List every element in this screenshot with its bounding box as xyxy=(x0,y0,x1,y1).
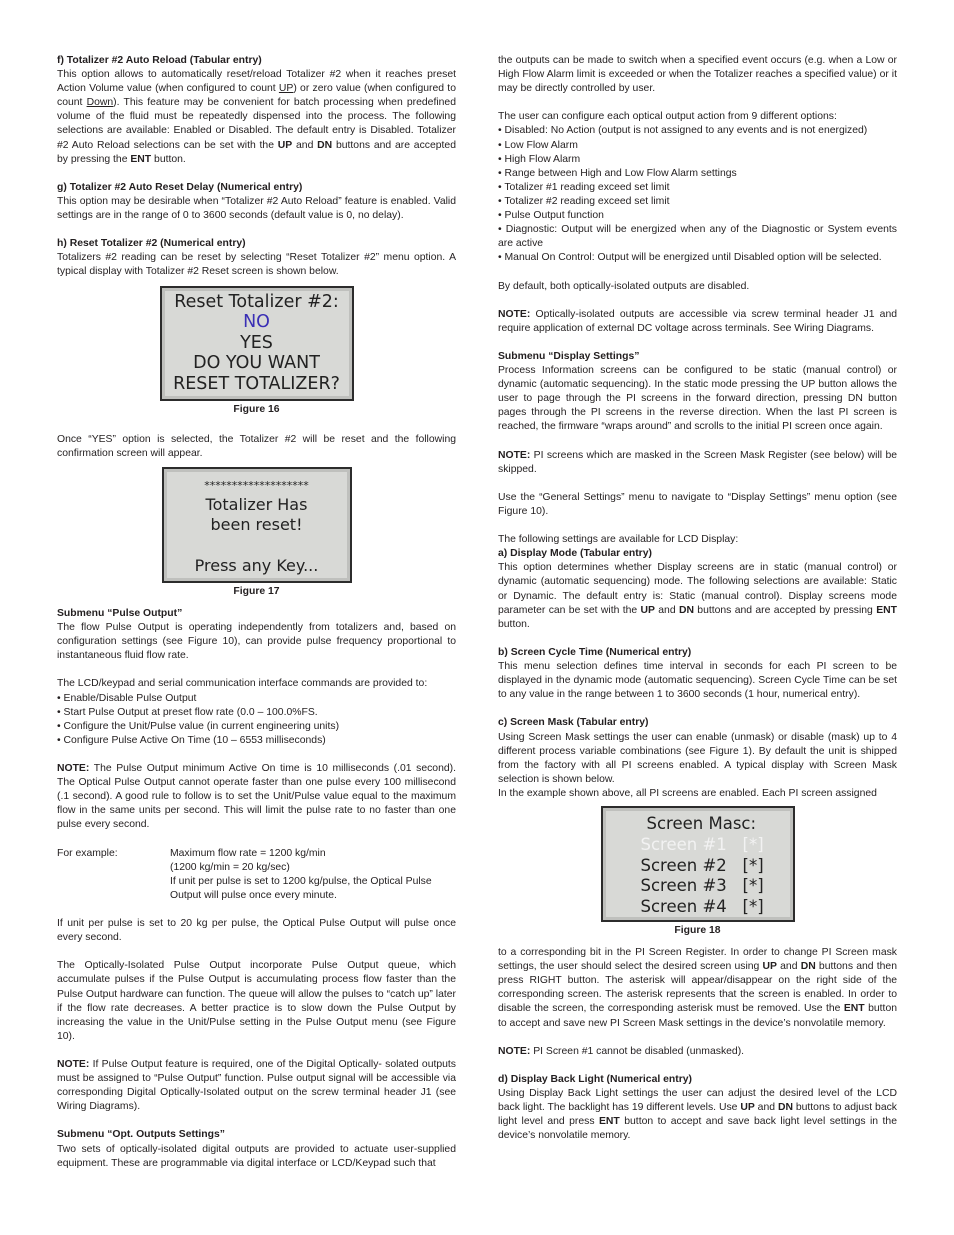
section-heading-f: f) Totalizer #2 Auto Reload (Tabular entry) xyxy=(57,55,262,66)
list-item: • Start Pulse Output at preset flow rate (0.0 – 100.0%FS. xyxy=(57,706,456,720)
note-screen1: NOTE: PI Screen #1 cannot be disabled (unmasked). xyxy=(498,1045,745,1057)
paragraph-g: This option may be desirable when “Totalizer #2 Auto Reload” feature is enabled. Valid settings are in the range of 0 to 3600 seconds (default value is 0, no delay). xyxy=(57,195,456,222)
paragraph-config: The user can configure each optical output action from 9 different options: xyxy=(498,111,837,123)
lcd-line: Screen #2 [*] xyxy=(640,855,764,875)
paragraph-a: This option determines whether Display screens are in static (manual control) or dynamic (automatic sequencing) mode. The following selections are available: Static or Dynamic. The default entry is: Static (manual control). Display screens mode parameter can be set with the UP and DN buttons and are accepted by pressing ENT button. xyxy=(498,562,897,630)
figure-16 xyxy=(57,286,456,417)
note-masked: NOTE: PI screens which are masked in the Screen Mask Register (see below) will be skipped. xyxy=(498,449,897,475)
section-heading-display: Submenu “Display Settings” xyxy=(498,350,640,362)
figure-caption: Figure 17 xyxy=(233,585,280,597)
list-item: • Disabled: No Action (output is not assigned to any events and is not energized) xyxy=(498,124,897,138)
pulse-list xyxy=(57,692,456,748)
note-optical: NOTE: Optically-isolated outputs are accessible via screw terminal header J1 and require application of external DC voltage across terminals. See Wiring Diagrams. xyxy=(498,308,897,334)
list-item: • Totalizer #1 reading exceed set limit xyxy=(498,181,897,195)
lcd-line: ******************* xyxy=(204,478,309,492)
paragraph-pulse-3: If unit per pulse is set to 20 kg per pulse, the Optical Pulse Output will pulse once every second. xyxy=(57,918,456,944)
lcd-line: been reset! xyxy=(210,515,303,535)
paragraph-h: Totalizers #2 reading can be reset by selecting “Reset Totalizer #2” menu option. A typical display with Totalizer #2 Reset screen is shown below. xyxy=(57,252,456,278)
lcd-line: Screen #4 [*] xyxy=(640,897,764,917)
left-column xyxy=(57,54,456,1171)
lcd-line: Press any Key... xyxy=(194,555,319,575)
lcd-line: Screen #3 [*] xyxy=(640,876,764,896)
figure-caption: Figure 18 xyxy=(674,924,721,936)
paragraph-general: Use the “General Settings” menu to navigate to “Display Settings” menu option (see Figure 10). xyxy=(498,491,897,517)
options-list xyxy=(498,124,897,265)
paragraph-yes: Once “YES” option is selected, the Totalizer #2 will be reset and the following confirmation screen will appear. xyxy=(57,433,456,459)
list-item: • Low Flow Alarm xyxy=(498,139,897,153)
figure-17 xyxy=(57,467,456,599)
lcd-reset-totalizer-screen xyxy=(160,286,354,401)
list-item: • Configure Pulse Active On Time (10 – 6553 milliseconds) xyxy=(57,734,456,748)
lcd-reset-confirm-screen xyxy=(162,467,352,583)
list-item: • Range between High and Low Flow Alarm settings xyxy=(498,167,897,181)
section-heading-h: h) Reset Totalizer #2 (Numerical entry) xyxy=(57,238,246,250)
lcd-line: Reset Totalizer #2: xyxy=(174,291,339,312)
paragraph-c-2: In the example shown above, all PI screens are enabled. Each PI screen assigned xyxy=(498,787,877,799)
example-lines: Maximum flow rate = 1200 kg/min (1200 kg/min = 20 kg/sec) If unit per pulse is set to 1200 kg/pulse, the Optical Pulse Output will pulse once every minute. xyxy=(170,847,432,901)
section-heading-d: d) Display Back Light (Numerical entry) xyxy=(498,1073,693,1085)
paragraph-c-3: to a corresponding bit in the PI Screen Register. In order to change PI Screen mask settings, the user should select the desired screen using UP and DN buttons and then press RIGHT button. The asterisk will appear/disappear on the right side of the corresponding screen. The asterisk represents that the screen is enabled. In order to disable the screen, the corresponding asterisk must be removed. Use the ENT button to accept and save new PI Screen Mask settings in the device’s nonvolatile memory. xyxy=(498,947,897,1029)
section-heading-opt: Submenu “Opt. Outputs Settings” xyxy=(57,1129,225,1141)
paragraph-pulse-1: The flow Pulse Output is operating independently from totalizers and, based on configuration settings (see Figure 10), can provide pulse frequency proportional to instantaneous fluid flow rate. xyxy=(57,622,456,662)
lcd-screen-mask xyxy=(601,806,795,922)
example-block xyxy=(57,847,456,903)
section-heading-pulse: Submenu “Pulse Output” xyxy=(57,607,183,619)
list-item: • High Flow Alarm xyxy=(498,153,897,167)
list-item: • Manual On Control: Output will be energized until Disabled option will be selected. xyxy=(498,251,897,265)
paragraph-continued: the outputs can be made to switch when a specified event occurs (e.g. when a Low or High Flow Alarm limit is exceeded or when the Totalizer reaches a specified value) or it may be directly controlled by user. xyxy=(498,55,897,95)
paragraph-display: Process Information screens can be configured to be static (manual control) or dynamic (automatic sequencing). In the static mode pressing the UP button allows the user to page through the PI screens in the forward direction, pressing DN button pages through the PI screens in the reverse direction. When the last PI screen is reached, the firmware “wraps around” and scrolls to the initial PI screen once again. xyxy=(498,365,897,433)
lcd-line: Totalizer Has xyxy=(205,494,308,514)
section-heading-b: b) Screen Cycle Time (Numerical entry) xyxy=(498,646,692,658)
section-heading-g: g) Totalizer #2 Auto Reset Delay (Numerical entry) xyxy=(57,181,303,193)
paragraph-following: The following settings are available for LCD Display: xyxy=(498,534,739,546)
paragraph-pulse-4: The Optically-Isolated Pulse Output incorporate Pulse Output queue, which accumulate pulses if the Pulse Output is accumulating process flow faster than the Pulse Output hardware can function. The queue will allow the pulses to “catch up” later if the flow rate decreases. A better practice is to slow down the Pulse Output by increasing the value in the Unit/Pulse setting in the Pulse Output menu (see Figure 10). xyxy=(57,960,456,1042)
paragraph-pulse-2: The LCD/keypad and serial communication interface commands are provided to: xyxy=(57,678,428,690)
example-label: For example: xyxy=(57,847,118,859)
lcd-line-selected: Screen #1 [*] xyxy=(640,834,764,854)
list-item: • Enable/Disable Pulse Output xyxy=(57,692,456,706)
lcd-line: Screen Masc: xyxy=(646,813,757,833)
note-pulse-output: NOTE: If Pulse Output feature is required, one of the Digital Optically- solated outputs must be assigned to “Pulse Output” function. Pulse output signal will be accessible via corresponding Digital Optically-Isolated output on the screw terminal header J1 (see Wiring Diagrams). xyxy=(57,1058,456,1113)
paragraph-default: By default, both optically-isolated outputs are disabled. xyxy=(498,280,750,292)
lcd-line: DO YOU WANT xyxy=(193,353,320,373)
list-item: • Diagnostic: Output will be energized when any of the Diagnostic or System events are active xyxy=(498,223,897,251)
list-item: • Totalizer #2 reading exceed set limit xyxy=(498,195,897,209)
lcd-line: RESET TOTALIZER? xyxy=(173,373,340,394)
paragraph-f: This option allows to automatically reset/reload Totalizer #2 when it reaches preset Action Volume value (when configured to count UP) or zero value (when configured to count Down). This feature may be convenient for batch processing when predefined volume of the fluid must be repeatedly dispensed into the process. The following selections are available: Enabled or Disabled. The default entry is Disabled. Totalizer #2 Auto Reload selections can be set with the UP and DN buttons and are accepted by pressing the ENT button. xyxy=(57,69,456,165)
paragraph-b: This menu selection defines time interval in seconds for each PI screen to be displayed in the dynamic mode (automatic sequencing). Screen Cycle Time can be set to any value in the range between 1 to 3600 seconds (1 hour, numerical entry). xyxy=(498,661,897,701)
section-heading-a: a) Display Mode (Tabular entry) xyxy=(498,548,652,560)
section-heading-c: c) Screen Mask (Tabular entry) xyxy=(498,717,649,729)
note-pulse-min: NOTE: The Pulse Output minimum Active On time is 10 milliseconds (.01 second). The Optical Pulse Output cannot operate faster than one pulse every 100 millisecond (.1 second). A good rule to follow is to set the Unit/Pulse value equal to the maximum flow in the same units per second. This will limit the pulse rate to no faster than one pulse every second. xyxy=(57,763,456,831)
lcd-line-selected: NO xyxy=(243,312,270,332)
figure-18 xyxy=(498,806,897,938)
figure-caption: Figure 16 xyxy=(233,403,280,415)
paragraph-d: Using Display Back Light settings the user can adjust the desired level of the LCD back light. The backlight has 19 different levels. Use UP and DN buttons to adjust back light level and press ENT button to accept and save back light level settings in the device’s nonvolatile memory. xyxy=(498,1088,897,1142)
list-item: • Pulse Output function xyxy=(498,209,897,223)
lcd-line: YES xyxy=(240,332,273,353)
list-item: • Configure the Unit/Pulse value (in current engineering units) xyxy=(57,720,456,734)
paragraph-c-1: Using Screen Mask settings the user can enable (unmask) or disable (mask) up to 4 different process variable combinations (see Figure 1). By default the unit is shipped from the factory with all PI screens enabled. A typical display with Screen Mask selection is shown below. xyxy=(498,731,897,785)
right-column xyxy=(498,54,897,1143)
paragraph-opt: Two sets of optically-isolated digital outputs are provided to actuate user-supplied equipment. These are programmable via digital interface or LCD/Keypad such that xyxy=(57,1143,456,1169)
